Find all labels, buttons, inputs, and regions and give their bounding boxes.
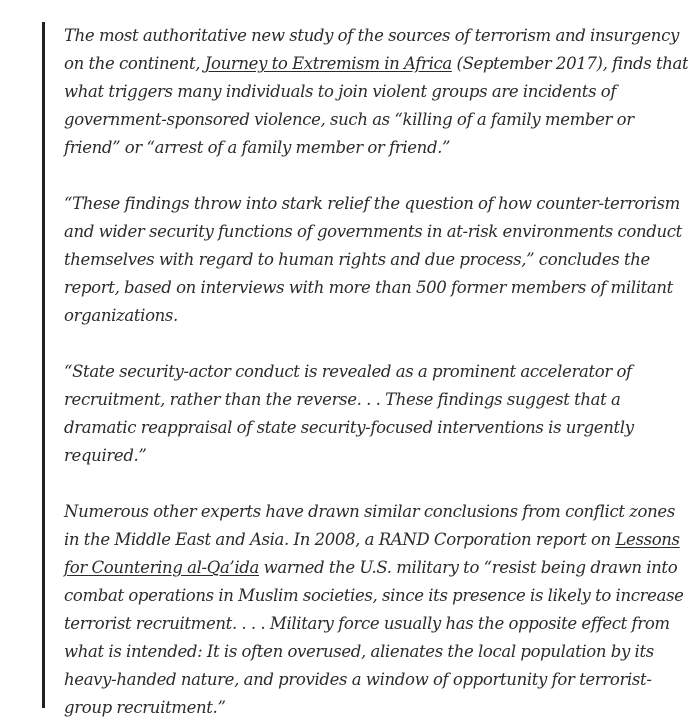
quote-paragraph-1	[64, 22, 688, 162]
journey-to-extremism-link[interactable]: Journey to Extremism in Africa	[204, 54, 452, 73]
paragraph-text: Numerous other experts have drawn similar conclusions from conflict zones in the Middle East and Asia. In 2008, a RAND Corporation report on	[64, 502, 675, 549]
article-blockquote	[42, 22, 688, 717]
paragraph-text: (September 2017), finds that what triggers many individuals to join violent groups are incidents of government-sponsored violence, such as “killing of a family member or friend” or “arrest of a family member or friend.”	[64, 54, 688, 157]
paragraph-text: warned the U.S. military to “resist being drawn into combat operations in Muslim societies, since its presence is likely to increase terrorist recruitment. . . . Military force usually has the opposite effect from what is intended: It is often overused, alienates the local population by its heavy-handed nature, and provides a window of opportunity for terrorist-group recruitment.”	[64, 558, 684, 717]
quote-paragraph-4	[64, 498, 688, 722]
quote-paragraph-3: “State security-actor conduct is revealed as a prominent accelerator of recruitment, rather than the reverse. . . These findings suggest that a dramatic reappraisal of state security-focused interventions is urgently required.”	[64, 362, 634, 465]
lessons-for-countering-link[interactable]: Lessons for Countering al-Qa’ida	[64, 530, 680, 577]
paragraph-text: The most authoritative new study of the sources of terrorism and insurgency on the continent,	[64, 26, 679, 73]
quote-paragraph-2: “These findings throw into stark relief the question of how counter-terrorism and wider security functions of governments in at-risk environments conduct themselves with regard to human rights and due process,” concludes the report, based on interviews with more than 500 former members of militant organizations.	[64, 194, 682, 325]
